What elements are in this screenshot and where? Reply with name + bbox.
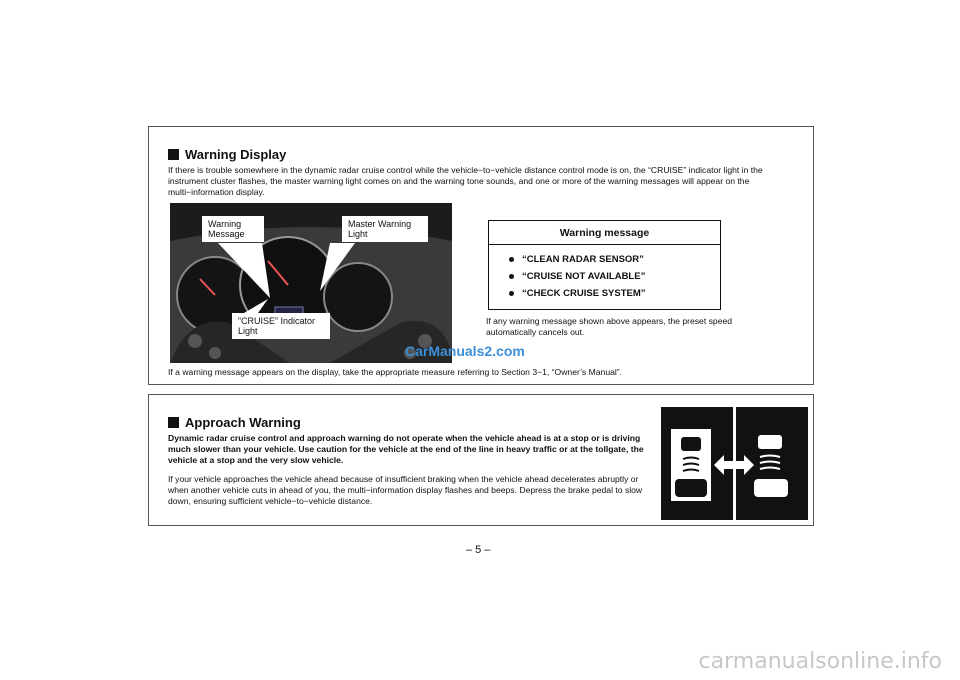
approach-warning-body-text: If your vehicle approaches the vehicle ahead because of insufficient braking when the vehicle ahead decelerates abruptly or when another vehicle cuts in ahead of you, the multi−information display flashes and beeps. Depress the brake pedal to slow down, ensuring sufficient vehicle−to−vehicle distance. <box>168 474 643 506</box>
warning-message-box <box>488 220 721 310</box>
approach-warning-section <box>148 394 814 526</box>
square-bullet-icon <box>168 417 179 428</box>
carmanuals-watermark: CarManuals2.com <box>405 343 525 359</box>
warning-message-header: Warning message <box>489 221 720 245</box>
warning-message-item: “CLEAN RADAR SENSOR” <box>509 251 720 268</box>
approach-warning-heading <box>168 415 301 430</box>
warning-message-item: “CHECK CRUISE SYSTEM” <box>509 285 720 302</box>
warning-message-callout: Warning Message <box>202 216 264 242</box>
square-bullet-icon <box>168 149 179 160</box>
approach-warning-bold-text: Dynamic radar cruise control and approach warning do not operate when the vehicle ahead is at a stop or is driving much slower than your vehicle. Use caution for the vehicle at the end of the line in heavy traffic or at the tollgate, the vehicle at a stop and the very slow vehicle. <box>168 433 644 465</box>
page-number: – 5 – <box>466 544 491 556</box>
bullet-icon <box>509 257 514 262</box>
site-watermark: carmanualsonline.info <box>698 649 942 674</box>
double-arrow-icon <box>714 455 754 475</box>
warning-display-intro: If there is trouble somewhere in the dynamic radar cruise control while the vehicle−to−vehicle distance control mode is on, the “CRUISE” indicator light in the instrument cluster flashes, the master warning light comes on and the warning tone sounds, and one or more of the warning messages will appear on the multi−information display. <box>168 165 763 197</box>
warning-message-list <box>489 245 720 302</box>
bullet-icon <box>509 291 514 296</box>
master-warning-light-callout: Master Warning Light <box>342 216 428 242</box>
warning-display-title: Warning Display <box>185 147 287 162</box>
warning-box-note: If any warning message shown above appears, the preset speed automatically cancels out. <box>486 316 733 337</box>
approach-warning-title: Approach Warning <box>185 415 301 430</box>
approach-warning-diagram <box>661 407 807 520</box>
warning-display-heading <box>168 147 286 162</box>
warning-message-item: “CRUISE NOT AVAILABLE” <box>509 268 720 285</box>
instrument-cluster-photo <box>170 203 452 363</box>
warning-display-footer: If a warning message appears on the display, take the appropriate measure referring to Section 3−1, “Owner’s Manual”. <box>168 367 623 377</box>
warning-display-section <box>148 126 814 385</box>
bullet-icon <box>509 274 514 279</box>
cruise-indicator-light-callout: ”CRUISE” Indicator Light <box>232 313 330 339</box>
